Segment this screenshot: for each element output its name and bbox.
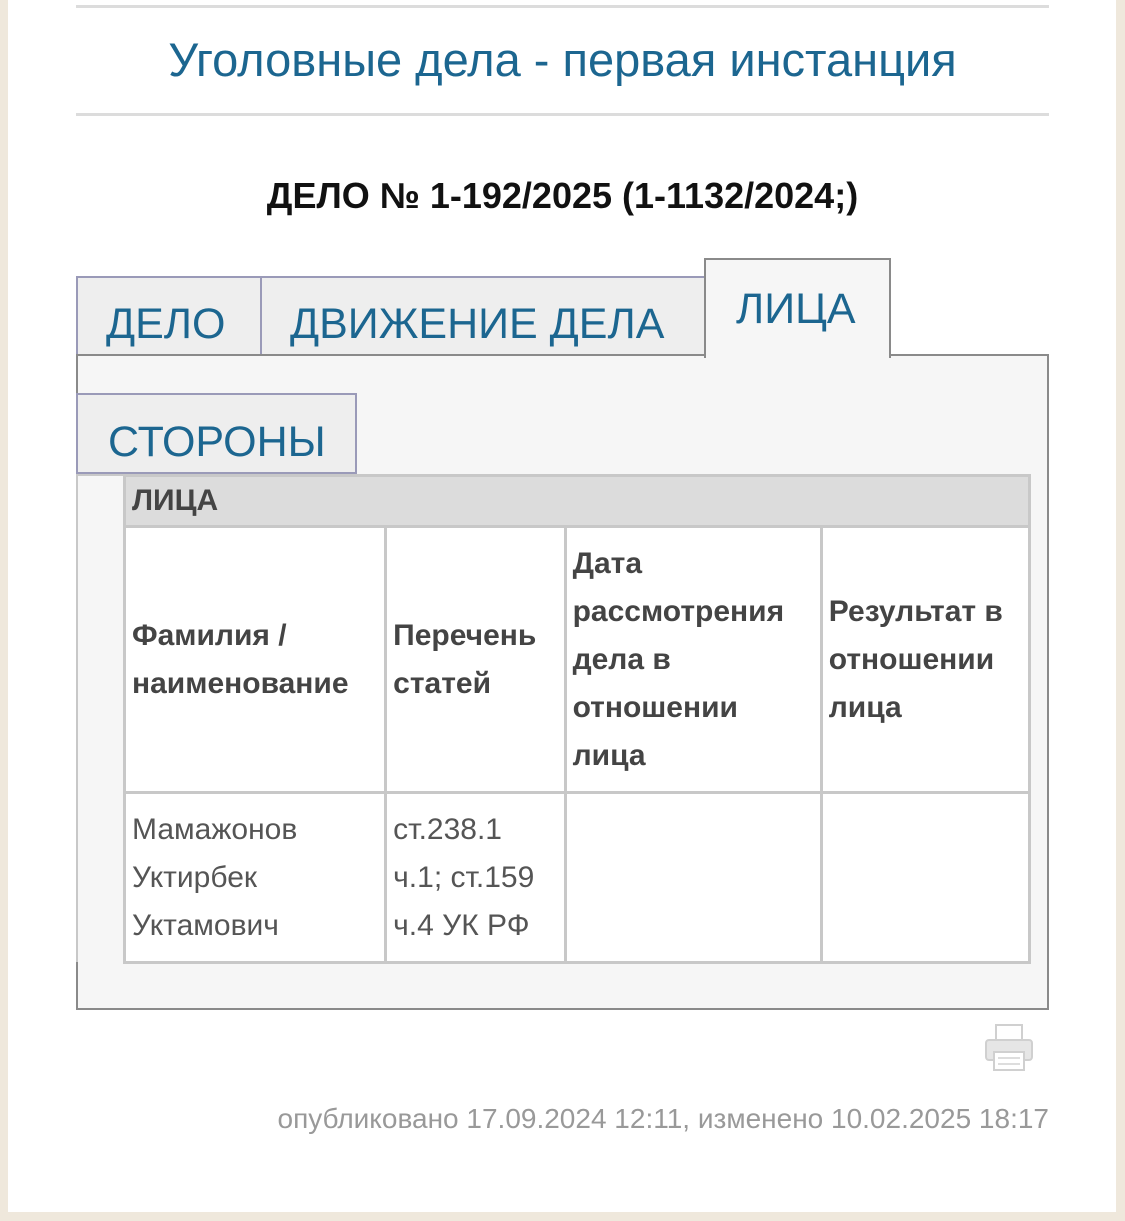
cell-result [821, 793, 1029, 963]
page [8, 0, 1116, 1212]
publication-info: опубликовано 17.09.2024 12:11, изменено 10.02.2025 18:17 [277, 1103, 1049, 1134]
case-title: ДЕЛО № 1-192/2025 (1-1132/2024;) [266, 175, 859, 216]
table-caption: ЛИЦА [125, 476, 1030, 527]
column-header-result: Результат в отношении лица [821, 527, 1029, 793]
tab-label: ДЕЛО [106, 300, 226, 348]
table-header-row [125, 527, 1030, 793]
top-divider [76, 5, 1049, 8]
tab-delo[interactable] [76, 276, 262, 356]
cell-date [565, 793, 821, 963]
column-header-articles: Перечень статей [386, 527, 565, 793]
tab-label: ДВИЖЕНИЕ ДЕЛА [290, 300, 665, 348]
column-header-date: Дата рассмотрения дела в отношении лица [565, 527, 821, 793]
tab-lica[interactable] [704, 258, 891, 358]
heading-divider [76, 113, 1049, 116]
cell-name: Мамажонов Уктирбек Уктамович [125, 793, 386, 963]
table-row [125, 793, 1030, 963]
tab-label: ЛИЦА [736, 285, 856, 333]
tab-dvizhenie-dela[interactable] [260, 276, 706, 356]
table-caption-row [125, 476, 1030, 527]
section-heading: Уголовные дела - первая инстанция [168, 33, 957, 86]
cell-articles: ст.238.1 ч.1; ст.159 ч.4 УК РФ [386, 793, 565, 963]
printer-icon[interactable] [984, 1022, 1034, 1074]
subtab-storony[interactable] [76, 393, 357, 474]
persons-table [123, 474, 1031, 964]
subtab-label: СТОРОНЫ [108, 418, 326, 466]
column-header-name: Фамилия / наименование [125, 527, 386, 793]
